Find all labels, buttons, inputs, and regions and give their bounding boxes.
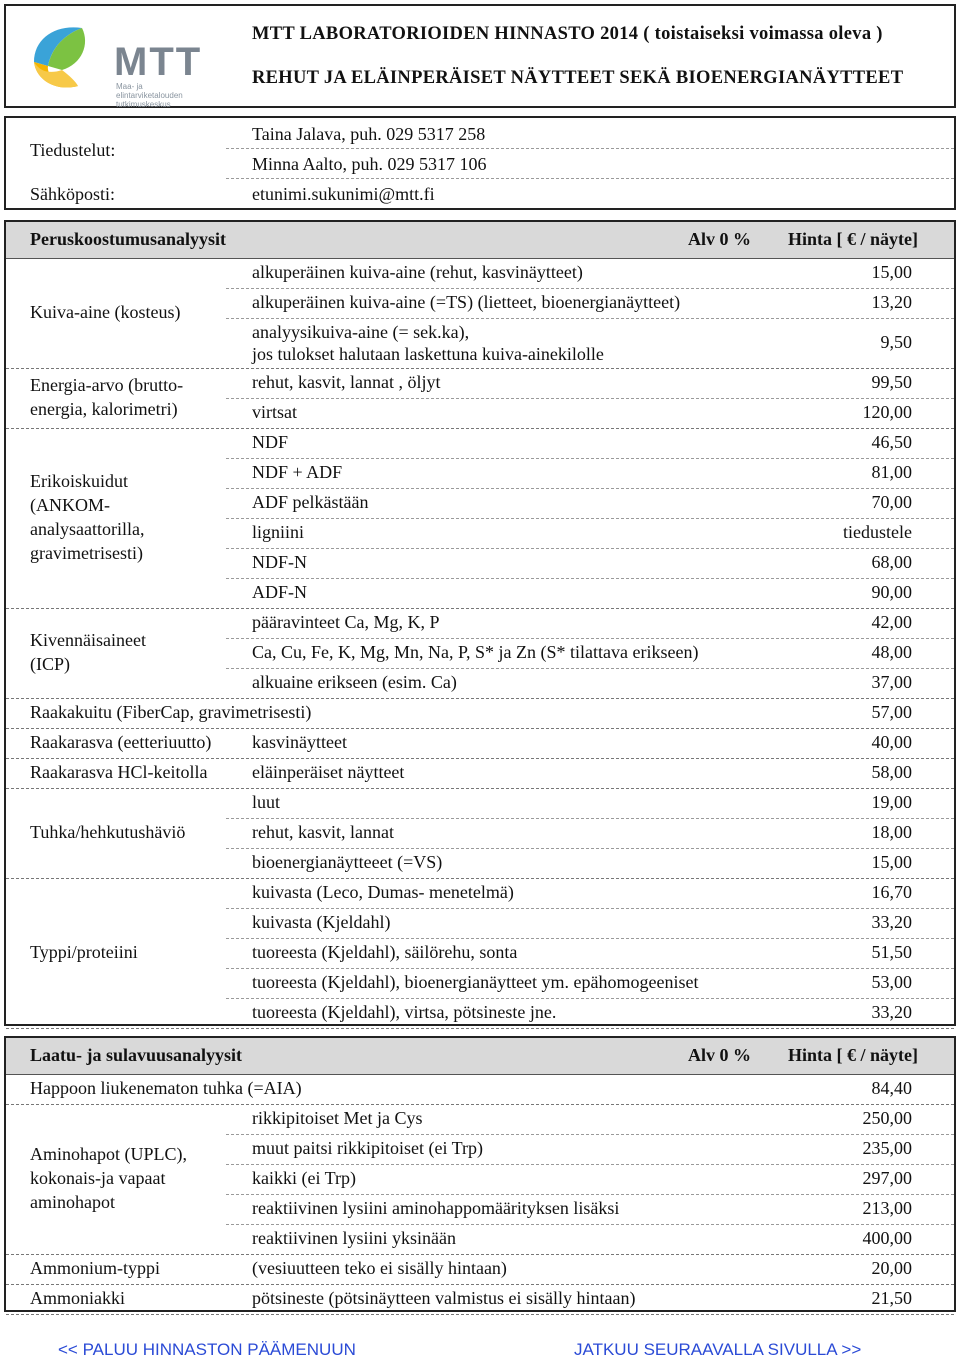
- item-price: 70,00: [871, 492, 912, 512]
- item-description: NDF-N: [252, 552, 308, 572]
- item-category: Tuhka/hehkutushäviö: [30, 822, 186, 842]
- item-category: analysaattorilla,: [30, 519, 145, 539]
- item-price: 33,20: [871, 912, 912, 932]
- vat-header: Alv 0 %: [688, 1045, 751, 1065]
- item-category: Aminohapot (UPLC),: [30, 1144, 187, 1164]
- item-price: 84,40: [871, 1078, 912, 1098]
- item-category: (ANKOM-: [30, 495, 110, 515]
- row-divider: [226, 968, 954, 969]
- item-price: 120,00: [862, 402, 912, 422]
- row-divider: [226, 518, 954, 519]
- row-divider: [226, 848, 954, 849]
- item-description: pötsineste (pötsinäytteen valmistus ei sisälly hintaan): [252, 1288, 636, 1308]
- item-price: 58,00: [871, 762, 912, 782]
- item-price: 250,00: [862, 1108, 912, 1128]
- row-divider: [6, 608, 954, 609]
- item-price: 48,00: [871, 642, 912, 662]
- item-description: kuivasta (Leco, Dumas- menetelmä): [252, 882, 514, 902]
- item-description: muut paitsi rikkipitoiset (ei Trp): [252, 1138, 484, 1158]
- item-description: jos tulokset halutaan laskettuna kuiva-ainekilolle: [252, 344, 604, 364]
- row-divider: [6, 878, 954, 879]
- item-price: 40,00: [871, 732, 912, 752]
- item-description: NDF + ADF: [252, 462, 343, 482]
- row-divider: [226, 318, 954, 319]
- item-description: eläinperäiset näytteet: [252, 762, 405, 782]
- item-price: 213,00: [862, 1198, 912, 1218]
- contact-box: [4, 116, 956, 210]
- item-description: ADF pelkästään: [252, 492, 369, 512]
- item-price: 9,50: [880, 332, 912, 352]
- section-title: Laatu- ja sulavuusanalyysit: [30, 1045, 243, 1065]
- row-divider: [226, 1134, 954, 1135]
- page-title: MTT LABORATORIOIDEN HINNASTO 2014 ( toistaiseksi voimassa oleva ): [252, 24, 883, 44]
- item-price: 400,00: [862, 1228, 912, 1248]
- item-price: 37,00: [871, 672, 912, 692]
- row-divider: [226, 1164, 954, 1165]
- item-description: NDF: [252, 432, 289, 452]
- item-price: 46,50: [871, 432, 912, 452]
- row-divider: [6, 1104, 954, 1105]
- row-divider: [226, 548, 954, 549]
- item-description: tuoreesta (Kjeldahl), virtsa, pötsineste jne.: [252, 1002, 557, 1022]
- row-divider: [226, 938, 954, 939]
- row-divider: [6, 788, 954, 789]
- item-category: Raakarasva (eetteriuutto): [30, 732, 212, 752]
- item-price: 81,00: [871, 462, 912, 482]
- item-description: virtsat: [252, 402, 297, 422]
- item-price: 42,00: [871, 612, 912, 632]
- item-price: 15,00: [871, 262, 912, 282]
- item-description: analyysikuiva-aine (= sek.ka),: [252, 322, 470, 342]
- logo-subtitle: Maa- ja elintarviketalouden tutkimuskeskus: [116, 82, 183, 109]
- row-divider: [6, 728, 954, 729]
- row-divider: [226, 668, 954, 669]
- item-category: Energia-arvo (brutto-: [30, 375, 184, 395]
- email-address[interactable]: etunimi.sukunimi@mtt.fi: [252, 184, 435, 204]
- row-divider: [226, 288, 954, 289]
- row-divider: [6, 368, 954, 369]
- item-price: 297,00: [862, 1168, 912, 1188]
- item-price: 13,20: [871, 292, 912, 312]
- inquiry-label: Tiedustelut:: [30, 140, 116, 160]
- item-description: Ca, Cu, Fe, K, Mg, Mn, Na, P, S* ja Zn (S* tilattava erikseen): [252, 642, 699, 662]
- item-description: kasvinäytteet: [252, 732, 347, 752]
- row-divider: [226, 998, 954, 999]
- item-category: Ammoniakki: [30, 1288, 125, 1308]
- item-category: Kivennäisaineet: [30, 630, 146, 650]
- row-divider: [226, 1224, 954, 1225]
- row-divider: [6, 428, 954, 429]
- price-header: Hinta [ € / näyte]: [788, 229, 918, 249]
- item-category: Raakakuitu (FiberCap, gravimetrisesti): [30, 702, 312, 722]
- item-price: tiedustele: [843, 522, 912, 542]
- page-header: [4, 4, 956, 108]
- item-price: 90,00: [871, 582, 912, 602]
- next-page-link[interactable]: JATKUU SEURAAVALLA SIVULLA >>: [574, 1340, 862, 1359]
- row-divider: [226, 908, 954, 909]
- item-description: (vesiuutteen teko ei sisälly hintaan): [252, 1258, 507, 1278]
- item-category: Kuiva-aine (kosteus): [30, 302, 181, 322]
- row-divider: [226, 398, 954, 399]
- item-description: alkuaine erikseen (esim. Ca): [252, 672, 457, 692]
- item-price: 99,50: [871, 372, 912, 392]
- row-divider: [226, 488, 954, 489]
- row-divider: [226, 1194, 954, 1195]
- item-description: rehut, kasvit, lannat , öljyt: [252, 372, 441, 392]
- item-description: tuoreesta (Kjeldahl), bioenergianäytteet ym. epähomogeeniset: [252, 972, 699, 992]
- item-price: 68,00: [871, 552, 912, 572]
- row-divider: [226, 638, 954, 639]
- row-divider: [6, 1028, 954, 1029]
- row-divider: [6, 1314, 954, 1315]
- header-divider: [6, 258, 954, 259]
- quality-digestibility-section: [4, 1036, 956, 1312]
- item-category: Ammonium-typpi: [30, 1258, 160, 1278]
- item-price: 235,00: [862, 1138, 912, 1158]
- item-price: 19,00: [871, 792, 912, 812]
- item-price: 57,00: [871, 702, 912, 722]
- item-description: reaktiivinen lysiini yksinään: [252, 1228, 456, 1248]
- header-divider: [6, 1074, 954, 1075]
- section-title: Peruskoostumusanalyysit: [30, 229, 227, 249]
- row-divider: [226, 818, 954, 819]
- contact-person-2: Minna Aalto, puh. 029 5317 106: [252, 154, 487, 174]
- item-price: 51,50: [871, 942, 912, 962]
- item-description: kaikki (ei Trp): [252, 1168, 357, 1188]
- logo-leaf-icon: [26, 18, 106, 98]
- item-category: aminohapot: [30, 1192, 115, 1212]
- item-description: ADF-N: [252, 582, 308, 602]
- back-to-menu-link[interactable]: << PALUU HINNASTON PÄÄMENUUN: [58, 1340, 356, 1359]
- item-category: gravimetrisesti): [30, 543, 143, 563]
- price-header: Hinta [ € / näyte]: [788, 1045, 918, 1065]
- mtt-logo: [26, 18, 216, 109]
- item-price: 21,50: [871, 1288, 912, 1308]
- item-price: 16,70: [871, 882, 912, 902]
- vat-header: Alv 0 %: [688, 229, 751, 249]
- item-price: 18,00: [871, 822, 912, 842]
- row-divider: [226, 458, 954, 459]
- item-description: luut: [252, 792, 281, 812]
- row-divider: [6, 758, 954, 759]
- row-divider: [226, 578, 954, 579]
- page-subtitle: REHUT JA ELÄINPERÄISET NÄYTTEET SEKÄ BIOENERGIANÄYTTEET: [252, 68, 904, 88]
- item-description: pääravinteet Ca, Mg, K, P: [252, 612, 440, 632]
- contact-person-1: Taina Jalava, puh. 029 5317 258: [252, 124, 486, 144]
- row-divider: [6, 1254, 954, 1255]
- item-price: 53,00: [871, 972, 912, 992]
- item-description: reaktiivinen lysiini aminohappomäärityksen lisäksi: [252, 1198, 620, 1218]
- item-description: tuoreesta (Kjeldahl), säilörehu, sonta: [252, 942, 518, 962]
- item-category: Erikoiskuidut: [30, 471, 128, 491]
- item-category: Happoon liukenematon tuhka (=AIA): [30, 1078, 302, 1098]
- item-description: alkuperäinen kuiva-aine (rehut, kasvinäytteet): [252, 262, 583, 282]
- item-price: 33,20: [871, 1002, 912, 1022]
- row-divider: [6, 698, 954, 699]
- item-category: kokonais-ja vapaat: [30, 1168, 166, 1188]
- item-price: 20,00: [871, 1258, 912, 1278]
- item-description: ligniini: [252, 522, 305, 542]
- item-description: rikkipitoiset Met ja Cys: [252, 1108, 423, 1128]
- basic-composition-section: [4, 220, 956, 1026]
- item-description: rehut, kasvit, lannat: [252, 822, 394, 842]
- row-divider: [6, 1284, 954, 1285]
- item-category: Raakarasva HCl-keitolla: [30, 762, 208, 782]
- item-category: energia, kalorimetri): [30, 399, 178, 419]
- item-price: 15,00: [871, 852, 912, 872]
- item-category: Typpi/proteiini: [30, 942, 138, 962]
- item-description: bioenergianäytteeet (=VS): [252, 852, 443, 872]
- item-description: kuivasta (Kjeldahl): [252, 912, 391, 932]
- logo-wordmark: MTT: [114, 40, 203, 84]
- item-description: alkuperäinen kuiva-aine (=TS) (lietteet, bioenergianäytteet): [252, 292, 681, 312]
- item-category: (ICP): [30, 654, 70, 674]
- email-label: Sähköposti:: [30, 184, 116, 204]
